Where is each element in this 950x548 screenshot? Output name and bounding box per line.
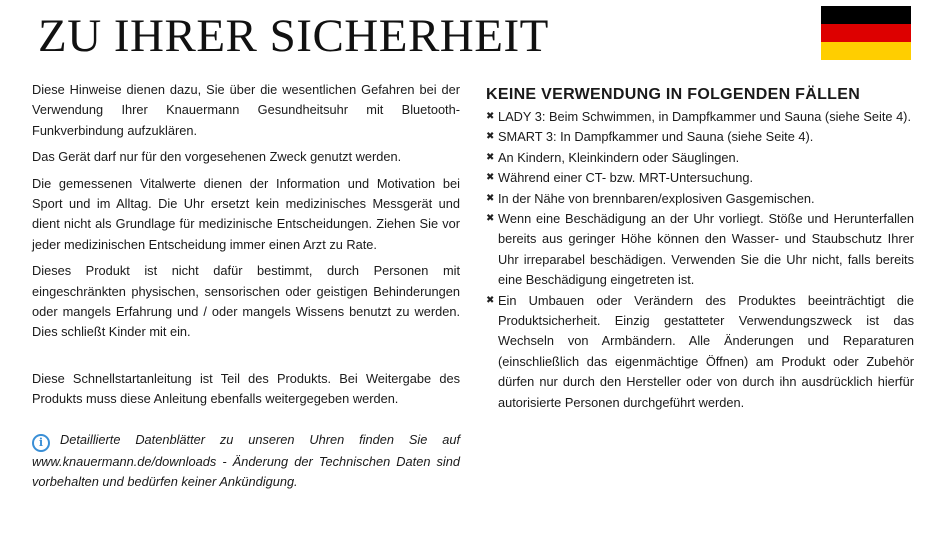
list-item (486, 148, 914, 168)
info-icon: i (32, 434, 50, 452)
prohibited-uses-list (486, 107, 914, 413)
page-title: ZU IHRER SICHERHEIT (38, 10, 549, 62)
flag-stripe-red (821, 24, 911, 42)
list-item (486, 168, 914, 188)
list-item (486, 189, 914, 209)
german-flag-icon (821, 6, 911, 60)
flag-stripe-gold (821, 42, 911, 60)
list-item (486, 291, 914, 413)
list-item-text: An Kindern, Kleinkindern oder Säuglingen. (498, 149, 740, 165)
right-column (486, 84, 914, 413)
section-heading: KEINE VERWENDUNG IN FOLGENDEN FÄLLEN (486, 86, 861, 103)
datasheet-note-text: Detaillierte Datenblätter zu unseren Uhren finden Sie auf www.knauermann.de/downloads - Änderung der Technischen Daten sind vorbehalten und bedürfen keiner Ankündigung. (32, 431, 460, 490)
quickstart-paragraph: Diese Schnellstartanleitung ist Teil des Produkts. Bei Weitergabe des Produkts muss diese Anleitung ebenfalls weitergegeben werden. (32, 370, 460, 407)
left-column (32, 80, 460, 493)
x-icon: ✖ (486, 192, 495, 204)
x-icon: ✖ (486, 172, 495, 184)
restricted-persons-paragraph: Dieses Produkt ist nicht dafür bestimmt, durch Personen mit eingeschränkten physischen, sensorischen oder geistigen Behinderungen oder mangels Erfahrung und / oder mangels Wissens benutzt zu werden. Dies schließt Kinder mit ein. (32, 263, 460, 340)
list-item (486, 127, 914, 147)
intro-paragraph: Diese Hinweise dienen dazu, Sie über die wesentlichen Gefahren bei der Verwendung Ihrer Knauermann Gesundheitsuhr mit Bluetooth-Funkverbindung aufzuklären. (32, 82, 460, 138)
x-icon: ✖ (486, 151, 495, 163)
x-icon: ✖ (486, 111, 495, 122)
list-item (486, 107, 914, 127)
list-item-text: In der Nähe von brennbaren/explosiven Gasgemischen. (498, 190, 815, 206)
vital-values-paragraph: Die gemessenen Vitalwerte dienen der Information und Motivation bei Sport und im Alltag. Die Uhr ersetzt kein medizinisches Messgerät und dient nicht als Grundlage für medizinische Entscheidungen. Ziehen Sie vor jeder medizinischen Entscheidung immer einen Arzt zu Rate. (32, 175, 460, 252)
x-icon: ✖ (486, 294, 495, 306)
datasheet-note (32, 430, 460, 493)
list-item-text: Ein Umbauen oder Verändern des Produktes beeinträchtigt die Produktsicherheit. Einzig gestatteter Verwendungszweck ist das Wechseln von Armbändern. Alle Änderungen und Reparaturen (einschließlich das eigenmächtige Öffnen) am Produkt oder Zubehör dürfen nur durch den Hersteller oder von durch ihn ausdrücklich hierfür autorisierte Personen durchgeführt werden. (498, 292, 914, 410)
list-item-text: LADY 3: Beim Schwimmen, in Dampfkammer und Sauna (siehe Seite 4). (498, 109, 911, 124)
x-icon: ✖ (486, 213, 495, 225)
intended-use-paragraph: Das Gerät darf nur für den vorgesehenen Zweck genutzt werden. (32, 149, 402, 165)
list-item-text: Wenn eine Beschädigung an der Uhr vorliegt. Stöße und Herunterfallen bereits aus geringer Höhe können den Wasser- und Staubschutz Ihrer Uhr irreparabel beschädigen. Verwenden Sie die Uhr nicht, falls bereits eine Beschädigung eingetreten ist. (498, 211, 914, 288)
list-item (486, 209, 914, 291)
flag-stripe-black (821, 6, 911, 24)
list-item-text: Während einer CT- bzw. MRT-Untersuchung. (498, 170, 754, 186)
x-icon: ✖ (486, 131, 495, 143)
list-item-text: SMART 3: In Dampfkammer und Sauna (siehe Seite 4). (498, 129, 814, 145)
